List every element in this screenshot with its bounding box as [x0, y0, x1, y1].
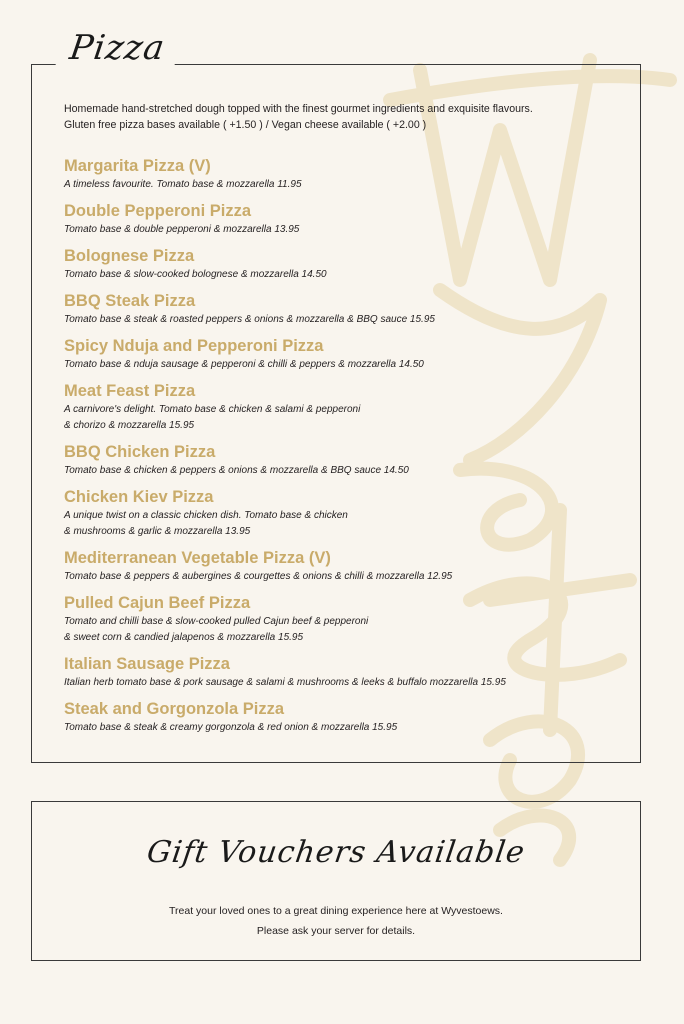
- menu-item-name: Italian Sausage Pizza: [64, 655, 230, 673]
- menu-item-name: Mediterranean Vegetable Pizza (V): [64, 549, 331, 567]
- menu-item-description: A carnivore's delight. Tomato base & chicken & salami & pepperoni: [64, 404, 361, 415]
- menu-item-name: Margarita Pizza (V): [64, 157, 211, 175]
- menu-item-description: & sweet corn & candied jalapenos & mozzarella 15.95: [64, 632, 304, 643]
- menu-items-list: [64, 155, 624, 743]
- voucher-title: Gift Vouchers Available: [144, 835, 528, 870]
- menu-item: [64, 698, 624, 736]
- menu-item-description: A timeless favourite. Tomato base & mozzarella 11.95: [64, 179, 302, 190]
- menu-item: [64, 547, 624, 585]
- menu-item: [64, 441, 624, 479]
- menu-item-description: Tomato base & nduja sausage & pepperoni & chilli & peppers & mozzarella 14.50: [64, 359, 424, 370]
- menu-item-name: Spicy Nduja and Pepperoni Pizza: [64, 337, 324, 355]
- menu-item: [64, 592, 624, 646]
- menu-item: [64, 245, 624, 283]
- menu-item-description: & chorizo & mozzarella 15.95: [64, 420, 195, 431]
- voucher-line: Please ask your server for details.: [256, 925, 416, 937]
- menu-item-name: Double Pepperoni Pizza: [64, 202, 252, 220]
- menu-item: [64, 290, 624, 328]
- menu-item-name: Pulled Cajun Beef Pizza: [64, 594, 251, 612]
- voucher-line: Treat your loved ones to a great dining experience here at Wyvestoews.: [169, 905, 503, 917]
- menu-item: [64, 335, 624, 373]
- menu-item-name: Steak and Gorgonzola Pizza: [64, 700, 285, 718]
- menu-item: [64, 155, 624, 193]
- menu-item: [64, 200, 624, 238]
- menu-item-name: Bolognese Pizza: [64, 247, 195, 265]
- menu-item-name: BBQ Steak Pizza: [64, 292, 196, 310]
- menu-item-description: Tomato base & slow-cooked bolognese & mozzarella 14.50: [64, 269, 327, 280]
- menu-item-description: Tomato base & steak & creamy gorgonzola & red onion & mozzarella 15.95: [64, 722, 398, 733]
- intro-line: Gluten free pizza bases available ( +1.50 ) / Vegan cheese available ( +2.00 ): [64, 119, 427, 131]
- menu-item-description: Tomato base & peppers & aubergines & courgettes & onions & chilli & mozzarella 12.95: [64, 571, 453, 582]
- intro-line: Homemade hand-stretched dough topped with the finest gourmet ingredients and exquisite flavours.: [64, 103, 533, 115]
- menu-item-description: Italian herb tomato base & pork sausage & salami & mushrooms & leeks & buffalo mozzarella 15.95: [64, 677, 506, 688]
- menu-item-name: Chicken Kiev Pizza: [64, 488, 214, 506]
- menu-item-description: & mushrooms & garlic & mozzarella 13.95: [64, 526, 251, 537]
- menu-item: [64, 380, 624, 434]
- menu-item-name: Meat Feast Pizza: [64, 382, 196, 400]
- menu-item-description: Tomato and chilli base & slow-cooked pulled Cajun beef & pepperoni: [64, 616, 369, 627]
- menu-item-description: Tomato base & chicken & peppers & onions & mozzarella & BBQ sauce 14.50: [64, 465, 409, 476]
- menu-item-description: Tomato base & steak & roasted peppers & onions & mozzarella & BBQ sauce 15.95: [64, 314, 435, 325]
- menu-item-description: Tomato base & double pepperoni & mozzarella 13.95: [64, 224, 300, 235]
- voucher-text: [31, 901, 641, 941]
- menu-item-description: A unique twist on a classic chicken dish. Tomato base & chicken: [64, 510, 348, 521]
- menu-item: [64, 653, 624, 691]
- menu-item-name: BBQ Chicken Pizza: [64, 443, 216, 461]
- menu-item: [64, 486, 624, 540]
- section-title: Pizza: [55, 28, 179, 68]
- menu-intro: [64, 101, 624, 133]
